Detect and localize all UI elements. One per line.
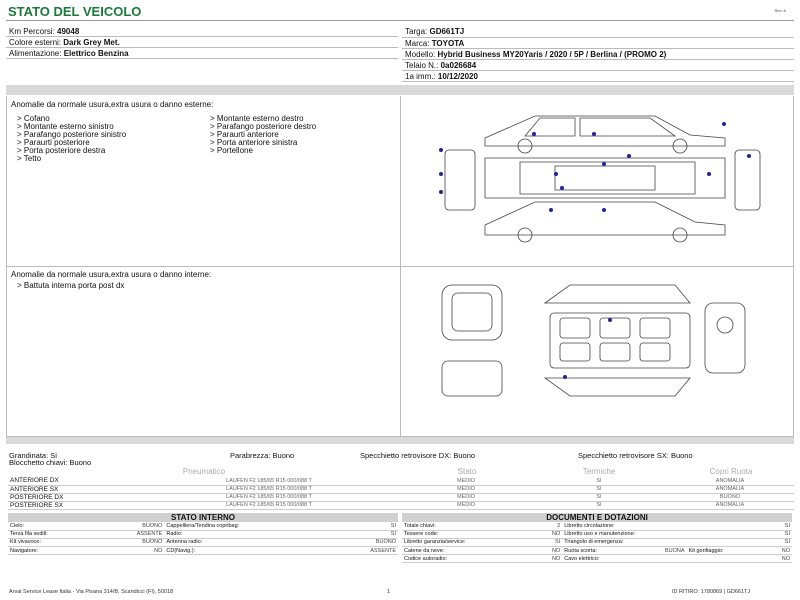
documents-heading: DOCUMENTI E DOTAZIONI xyxy=(402,513,792,522)
state-header: Stato xyxy=(457,467,477,476)
damage-marker xyxy=(608,318,612,322)
damage-marker xyxy=(722,122,726,126)
damage-marker xyxy=(592,132,596,136)
interior-heading: Anomalie da normale usura,extra usura o danno interne: xyxy=(11,270,212,279)
footer-company: Arval Service Lease Italia - Via Pisana 314/B, Scandicci (FI), 50018 xyxy=(9,589,174,595)
damage-marker xyxy=(602,208,606,212)
section-divider xyxy=(6,85,794,95)
km-row: Km Percorsi: 49048 xyxy=(9,27,80,36)
windshield-status: Parabrezza: Buono xyxy=(230,451,295,460)
table-row: Totale chiavi: 2 Libretto circolazione: SI xyxy=(404,522,790,529)
internal-state-heading: STATO INTERNO xyxy=(8,513,398,522)
mirror-sx-status: Specchietto retrovisore SX: Buono xyxy=(578,451,693,460)
damage-marker xyxy=(554,172,558,176)
damage-marker xyxy=(563,375,567,379)
registration-row: 1a imm.: 10/12/2020 xyxy=(405,72,478,81)
footer-page: 1 xyxy=(387,589,391,595)
footer-id: ID RITIRO: 1780869 | GD661TJ xyxy=(672,589,751,595)
table-row: Navigatore: NO CD(Navig.): ASSENTE xyxy=(10,547,396,554)
table-row: POSTERIORE SX LAUFEN F2 185/65 R15 000/088 T MEDIO SI ANOMALIA xyxy=(8,501,794,509)
table-row: Terza fila sedili: ASSENTE Radio: SI xyxy=(10,531,396,538)
exterior-heading: Anomalie da normale usura,extra usura o danno esterne: xyxy=(11,100,214,109)
table-row: Kit vivavoce: BUONO Antenna radio: BUONO xyxy=(10,539,396,546)
damage-marker xyxy=(627,154,631,158)
revision-label: Rev. A xyxy=(774,8,786,13)
tyre-header: Pneumatico xyxy=(182,467,226,476)
documents-box xyxy=(402,513,792,563)
internal-state-box xyxy=(8,513,398,555)
interior-list: > Battuta interna porta post dx xyxy=(17,281,125,290)
exterior-list-2: > Montante esterno destro > Parafango posteriore destro > Paraurti anteriore > Porta anteriore sinistra > Portellone xyxy=(210,114,317,155)
table-row: Catene da neve: NO Ruota scorta: BUONA Kit gonfiaggio: NO xyxy=(404,547,790,554)
exterior-damage-markers xyxy=(432,112,768,252)
fuel-row: Alimentazione: Elettrico Benzina xyxy=(9,49,129,58)
damage-marker xyxy=(602,162,606,166)
chassis-row: Telaio N.: 0a026684 xyxy=(405,61,477,70)
damage-marker xyxy=(439,190,443,194)
table-row: Cielo: BUONO Cappelliera/Tendina copribag: SI xyxy=(10,522,396,529)
damage-marker xyxy=(439,172,443,176)
keys-status: Blocchetto chiavi: Buono xyxy=(9,458,92,467)
winter-header: Termiche xyxy=(582,467,616,476)
damage-marker xyxy=(707,172,711,176)
plate-row: Targa: GD661TJ xyxy=(405,27,465,36)
table-row: Codice autoradio: NO Cavo elettrico: NO xyxy=(404,555,790,562)
damage-marker xyxy=(439,148,443,152)
cover-header: Copri Ruota xyxy=(709,467,753,476)
hail-status: Grandinata: Si xyxy=(9,451,57,460)
table-row: Tessere code: NO Libretto uso e manutenzione: SI xyxy=(404,531,790,538)
page-title: STATO DEL VEICOLO xyxy=(8,4,142,19)
model-row: Modello: Hybrid Business MY20Yaris / 2020 / 5P / Berlina / (PROMO 2) xyxy=(405,50,667,59)
damage-marker xyxy=(747,154,751,158)
table-row: ANTERIORE DX LAUFEN F2 185/65 R15 000/088 T MEDIO SI ANOMALIA xyxy=(8,477,794,485)
tyres-table xyxy=(8,467,794,510)
damage-marker xyxy=(549,208,553,212)
exterior-list-1: > Cofano > Montante esterno sinistro > Parafango posteriore sinistro > Paraurti posteriore > Porta posteriore destra > Tetto xyxy=(17,114,127,163)
damage-marker xyxy=(560,186,564,190)
mirror-dx-status: Specchietto retrovisore DX: Buono xyxy=(360,451,476,460)
interior-damage-markers xyxy=(440,283,760,398)
color-row: Colore esterni: Dark Grey Met. xyxy=(9,38,120,47)
table-row: POSTERIORE DX LAUFEN F2 185/65 R15 000/088 T MEDIO SI BUONO xyxy=(8,493,794,501)
table-row: ANTERIORE SX LAUFEN F2 185/65 R15 000/088 T MEDIO SI ANOMALIA xyxy=(8,485,794,493)
brand-row: Marca: TOYOTA xyxy=(405,39,465,48)
damage-marker xyxy=(532,132,536,136)
table-row: Libretto garanzia/service: SI Triangolo di emergenza: SI xyxy=(404,539,790,546)
